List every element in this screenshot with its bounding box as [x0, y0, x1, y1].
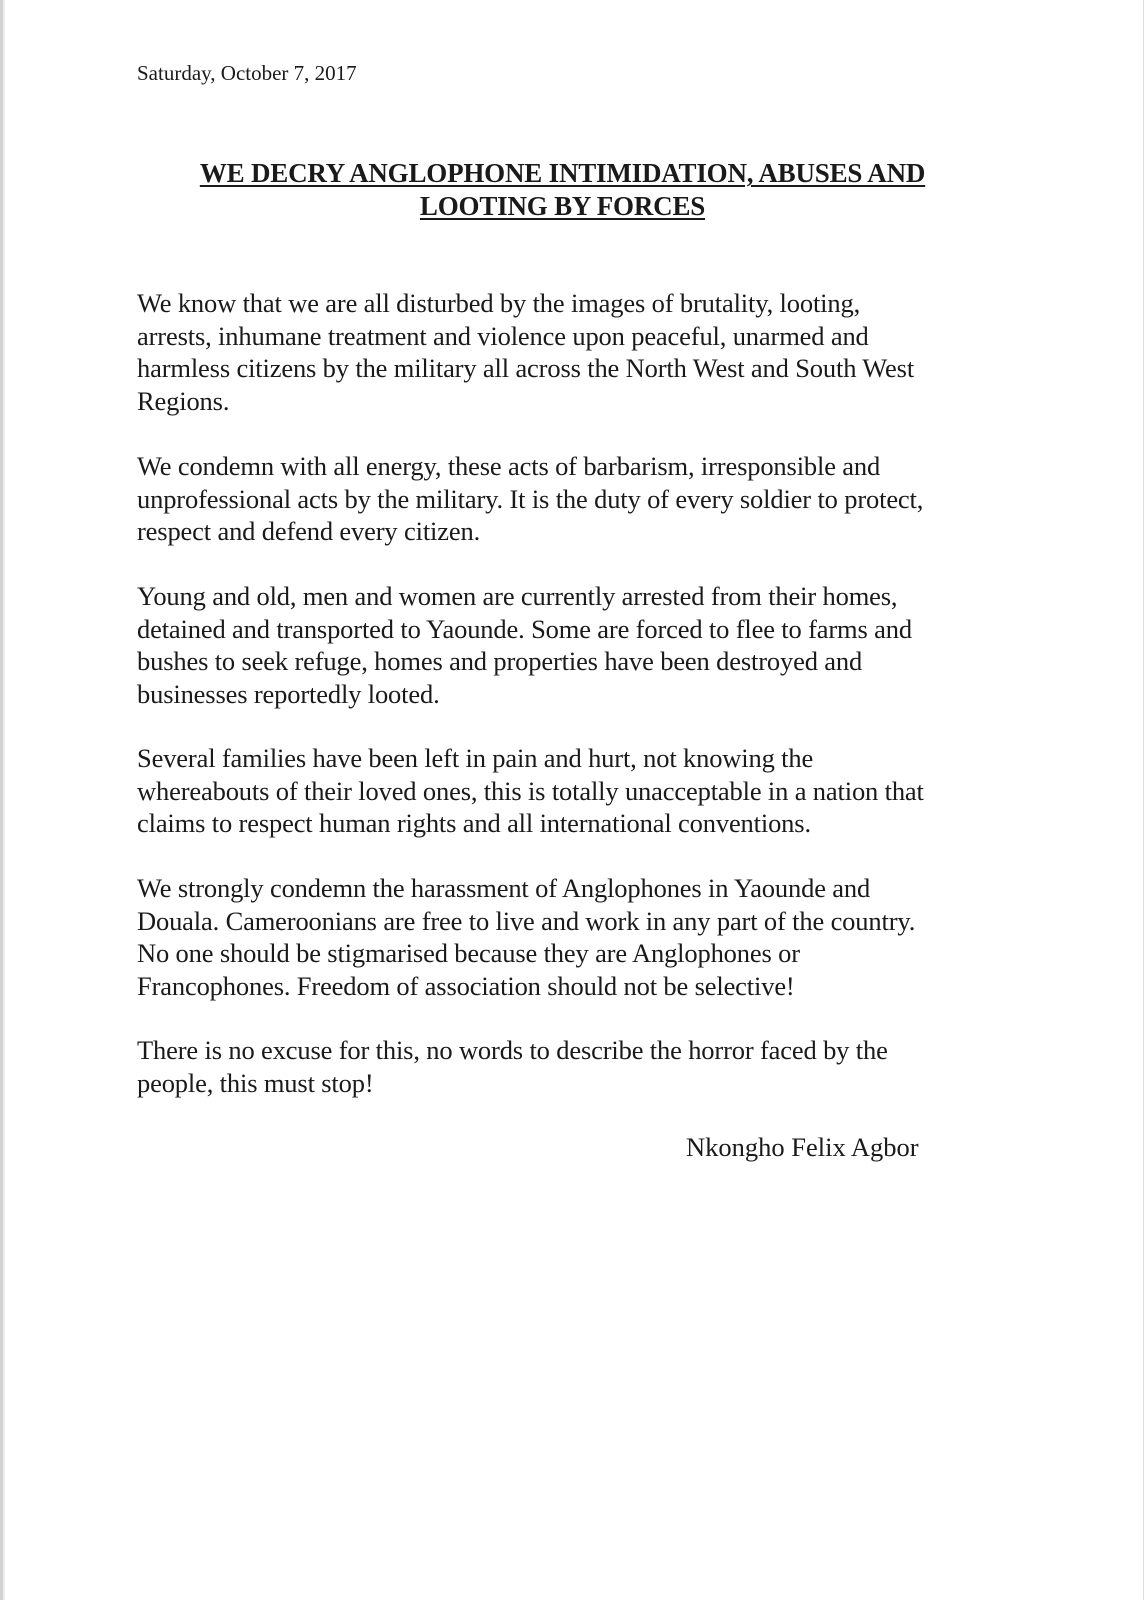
paragraph-line: unprofessional acts by the military. It is the duty of every soldier to protect,: [137, 483, 924, 514]
title-line-1: WE DECRY ANGLOPHONE INTIMIDATION, ABUSES AND: [199, 158, 926, 188]
paragraph-5: [137, 872, 1017, 1002]
paragraph-line: No one should be stigmarised because they are Anglophones or: [137, 938, 800, 969]
paragraph-line: businesses reportedly looted.: [137, 678, 440, 709]
document-date: Saturday, October 7, 2017: [137, 61, 357, 85]
paragraph-line: There is no excuse for this, no words to describe the horror faced by the: [137, 1035, 888, 1065]
signature: Nkongho Felix Agbor: [686, 1132, 919, 1162]
paragraph-line: bushes to seek refuge, homes and properties have been destroyed and: [137, 646, 863, 677]
paragraph-3: [137, 580, 1017, 710]
paragraph-line: We know that we are all disturbed by the images of brutality, looting,: [137, 288, 861, 318]
paragraph-1: [137, 287, 1017, 417]
paragraph-6: [137, 1034, 1017, 1099]
paragraph-line: harmless citizens by the military all across the North West and South West: [137, 353, 915, 384]
paragraph-line: We condemn with all energy, these acts of barbarism, irresponsible and: [137, 451, 881, 481]
paragraph-4: [137, 742, 1017, 840]
paragraph-line: respect and defend every citizen.: [137, 516, 481, 547]
paragraph-line: detained and transported to Yaounde. Some are forced to flee to farms and: [137, 613, 912, 644]
paragraph-line: claims to respect human rights and all international conventions.: [137, 808, 811, 839]
paragraph-line: Francophones. Freedom of association should not be selective!: [137, 970, 795, 1001]
document-title: [0, 157, 1125, 223]
title-line-2: LOOTING BY FORCES: [419, 191, 706, 221]
paragraph-line: whereabouts of their loved ones, this is totally unacceptable in a nation that: [137, 775, 924, 806]
paragraph-line: Regions.: [137, 385, 230, 416]
paragraph-line: arrests, inhumane treatment and violence upon peaceful, unarmed and: [137, 320, 869, 351]
paragraph-line: Young and old, men and women are currently arrested from their homes,: [137, 581, 898, 611]
paragraph-line: We strongly condemn the harassment of Anglophones in Yaounde and: [137, 873, 871, 903]
paragraph-line: Douala. Cameroonians are free to live and work in any part of the country.: [137, 905, 916, 936]
paragraph-line: people, this must stop!: [137, 1067, 374, 1098]
paragraph-line: Several families have been left in pain and hurt, not knowing the: [137, 743, 814, 773]
paragraph-2: [137, 450, 1017, 548]
